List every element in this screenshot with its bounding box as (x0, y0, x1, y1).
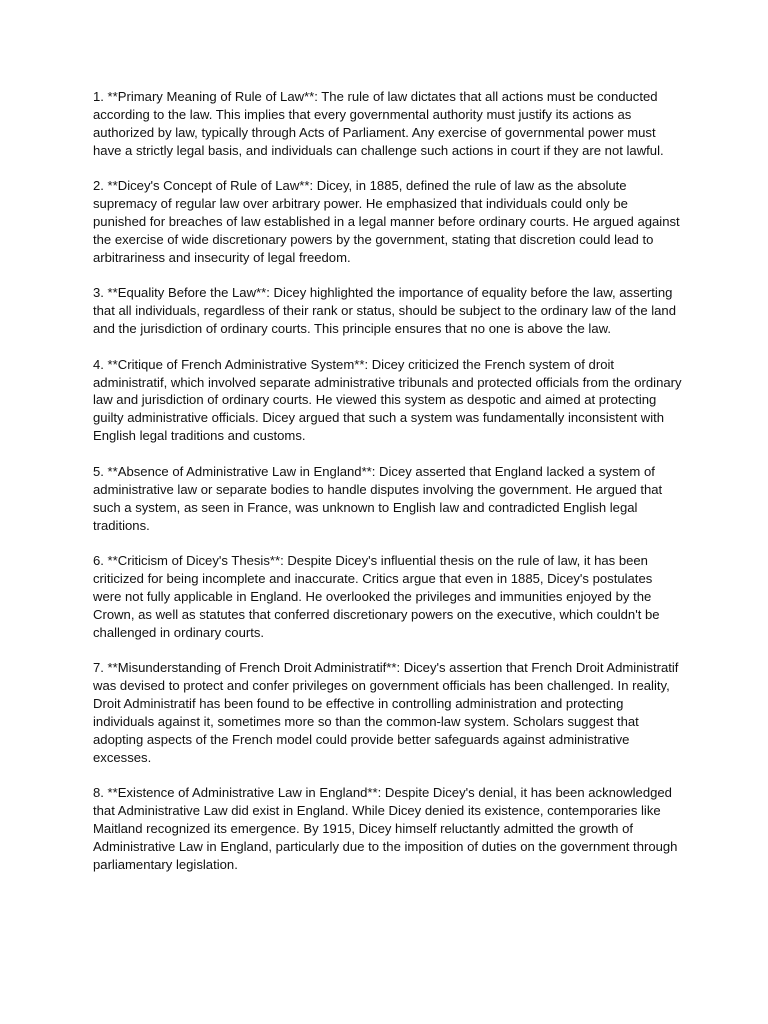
paragraph-droit-administratif: 7. **Misunderstanding of French Droit Administratif**: Dicey's assertion that French Droit Administratif was devised to protect and confer privileges on government officials has been challenged. In reality, Droit Administratif has been found to be effective in controlling administration and protecting individuals against it, sometimes more so than the common-law system. Scholars suggest that adopting aspects of the French model could provide better safeguards against administrative excesses. (93, 660, 679, 765)
document-page (93, 88, 683, 891)
paragraph-absence-admin-law: 5. **Absence of Administrative Law in England**: Dicey asserted that England lacked a system of administrative law or separate bodies to handle disputes involving the government. He argued that such a system, as seen in France, was unknown to English law and contradicted English legal traditions. (93, 463, 663, 533)
paragraph-criticism-of-thesis: 6. **Criticism of Dicey's Thesis**: Despite Dicey's influential thesis on the rule of law, it has been criticized for being incomplete and inaccurate. Critics argue that even in 1885, Dicey's postulates were not fully applicable in England. He overlooked the privileges and immunities enjoyed by the Crown, as well as statutes that conferred discretionary powers on the executive, which couldn't be challenged in ordinary courts. (93, 553, 660, 640)
paragraph-rule-of-law-meaning: 1. **Primary Meaning of Rule of Law**: The rule of law dictates that all actions must be conducted according to the law. This implies that every governmental authority must justify its actions as authorized by law, typically through Acts of Parliament. Any exercise of governmental power must have a strictly legal basis, and individuals can challenge such actions in court if they are not lawful. (93, 89, 664, 158)
paragraph-french-system-critique: 4. **Critique of French Administrative System**: Dicey criticized the French system of droit administratif, which involved separate administrative tribunals and protected officials from the ordinary law and jurisdiction of ordinary courts. He viewed this system as despotic and aimed at protecting guilty administrative officials. Dicey argued that such a system was fundamentally inconsistent with English legal traditions and customs. (93, 356, 682, 444)
paragraph-existence-admin-law: 8. **Existence of Administrative Law in England**: Despite Dicey's denial, it has been acknowledged that Administrative Law did exist in England. While Dicey denied its existence, contemporaries like Maitland recognized its emergence. By 1915, Dicey himself reluctantly admitted the growth of Administrative Law in England, particularly due to the imposition of duties on the government through parliamentary legislation. (93, 785, 678, 872)
paragraph-equality-before-law: 3. **Equality Before the Law**: Dicey highlighted the importance of equality before the law, asserting that all individuals, regardless of their rank or status, should be subject to the ordinary law of the land and the jurisdiction of ordinary courts. This principle ensures that no one is above the law. (93, 285, 676, 337)
paragraph-dicey-concept: 2. **Dicey's Concept of Rule of Law**: Dicey, in 1885, defined the rule of law as the absolute supremacy of regular law over arbitrary power. He emphasized that individuals could only be punished for breaches of law established in a legal manner before ordinary courts. He argued against the exercise of wide discretionary powers by the government, stating that discretion could lead to arbitrariness and insecurity of legal freedom. (93, 178, 680, 265)
